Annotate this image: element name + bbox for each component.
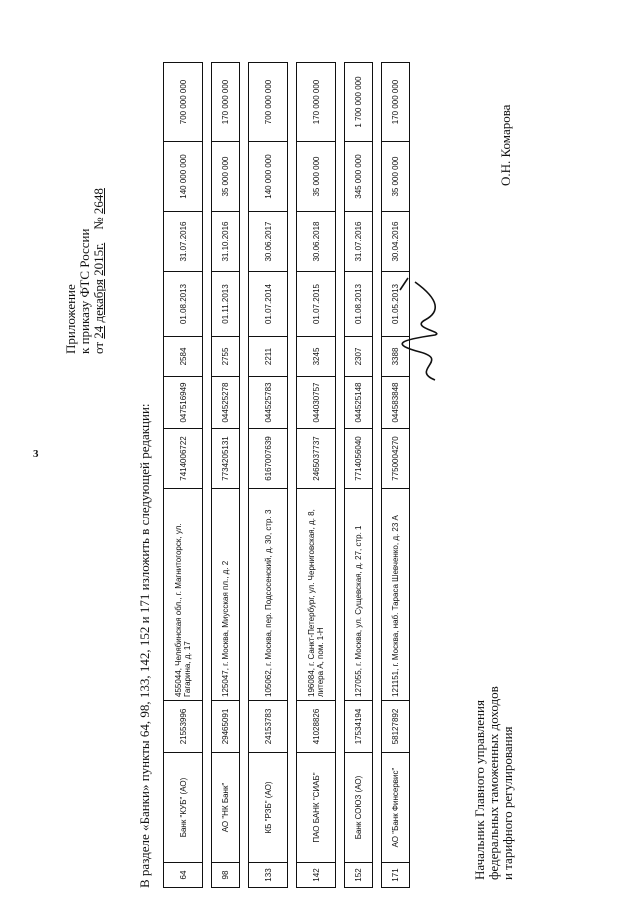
cell-amount-2: 170 000 000 xyxy=(391,79,400,125)
cell-date-to: 31.10.2016 xyxy=(212,211,239,271)
cell-bank-name: АО "НК Банк" xyxy=(212,752,239,862)
cell-date-from: 01.11.2013 xyxy=(212,271,239,336)
cell-date-to: 30.06.2017 xyxy=(249,211,287,271)
page-number: 3 xyxy=(33,448,39,460)
cell-bank-address: 455044, Челябинская обл., г. Магнитогорск, ул. Гагарина, д. 17 xyxy=(164,488,202,700)
signatory-title xyxy=(473,686,515,880)
table-row xyxy=(211,62,240,888)
cell-inn: 7714056040 xyxy=(345,428,372,488)
cell-date-from: 01.07.2014 xyxy=(249,271,287,336)
cell-inn: 7750004270 xyxy=(382,428,409,488)
approval-line-2: к приказу ФТС России xyxy=(77,228,92,354)
cell-bank-name: ПАО БАНК "СИАБ" xyxy=(297,752,335,862)
cell-bank-address: 127055, г. Москва, ул. Сущевская, д. 27, стр. 1 xyxy=(345,488,372,700)
approval-stamp xyxy=(64,188,106,354)
cell-reg-number: 17534194 xyxy=(345,700,372,752)
cell-bik: 044583848 xyxy=(382,376,409,428)
cell-bank-address: 121151, г. Москва, наб. Тараса Шевченко, д. 23 А xyxy=(382,488,409,700)
cell-license-number: 2307 xyxy=(345,336,372,376)
cell-inn: 6167007639 xyxy=(249,428,287,488)
cell-bik: 044525148 xyxy=(345,376,372,428)
cell-bik: 044525783 xyxy=(249,376,287,428)
table-row xyxy=(248,62,288,888)
cell-amount-2: 1 700 000 000 xyxy=(354,76,363,128)
cell-bik: 044030757 xyxy=(297,376,335,428)
cell-row-number: 64 xyxy=(164,862,202,887)
cell-amount-2: 700 000 000 xyxy=(263,79,273,125)
signature xyxy=(380,270,460,390)
table-row xyxy=(296,62,336,888)
cell-bank-name: КБ "РЗБ" (АО) xyxy=(249,752,287,862)
cell-bank-address: 125047, г. Москва, Миусская пл., д. 2 xyxy=(212,488,239,700)
cell-inn: 7734205131 xyxy=(212,428,239,488)
cell-inn: 7414006722 xyxy=(164,428,202,488)
cell-row-number: 98 xyxy=(212,862,239,887)
cell-license-number: 2211 xyxy=(249,336,287,376)
cell-bank-address: 105062, г. Москва, пер. Подсосенский, д. 30, стр. 3 xyxy=(249,488,287,700)
cell-date-from: 01.08.2013 xyxy=(345,271,372,336)
rotated-document-body xyxy=(0,20,600,888)
banks-table xyxy=(163,62,418,888)
approval-from: от xyxy=(91,341,106,354)
signatory-name: О.Н. Комарова xyxy=(498,104,513,186)
signatory-line-1: Начальник Главного управления xyxy=(472,700,487,880)
cell-amount-1: 35 000 000 xyxy=(212,141,239,211)
cell-bank-name: Банк "КУБ" (АО) xyxy=(164,752,202,862)
cell-date-to: 31.07.2016 xyxy=(345,211,372,271)
approval-no-sign: № xyxy=(91,217,106,230)
cell-reg-number: 24153783 xyxy=(249,700,287,752)
cell-bank-name: АО "Банк Финсервис" xyxy=(382,752,409,862)
approval-day: 24 xyxy=(91,325,106,339)
approval-year: 2015г. xyxy=(91,242,106,276)
cell-row-number: 142 xyxy=(297,862,335,887)
cell-bik: 047516949 xyxy=(164,376,202,428)
cell-date-to: 31.07.2016 xyxy=(164,211,202,271)
cell-inn: 2465037737 xyxy=(297,428,335,488)
cell-amount-2: 170 000 000 xyxy=(311,79,321,125)
cell-date-from: 01.08.2013 xyxy=(164,271,202,336)
cell-date-to: 30.06.2018 xyxy=(297,211,335,271)
cell-reg-number: 29465091 xyxy=(212,700,239,752)
cell-bik: 044525278 xyxy=(212,376,239,428)
cell-reg-number: 41028826 xyxy=(297,700,335,752)
table-row xyxy=(381,62,410,888)
cell-amount-1: 35 000 000 xyxy=(382,141,409,211)
cell-amount-2: 700 000 000 xyxy=(178,79,188,125)
cell-row-number: 152 xyxy=(345,862,372,887)
cell-bank-name: Банк СОЮЗ (АО) xyxy=(345,752,372,862)
cell-license-number: 2755 xyxy=(212,336,239,376)
cell-amount-2: 170 000 000 xyxy=(221,79,230,125)
cell-reg-number: 58127892 xyxy=(382,700,409,752)
cell-reg-number: 21553996 xyxy=(164,700,202,752)
approval-line-3 xyxy=(92,188,106,354)
intro-text: В разделе «Банки» пункты 64, 98, 133, 142, 152 и 171 изложить в следующей редакции: xyxy=(137,403,152,888)
signatory-line-3: и тарифного регулирования xyxy=(500,726,515,880)
cell-row-number: 133 xyxy=(249,862,287,887)
cell-amount-1: 140 000 000 xyxy=(249,141,287,211)
approval-month: декабря xyxy=(91,279,106,323)
approval-line-1: Приложение xyxy=(63,284,78,354)
cell-amount-1: 35 000 000 xyxy=(297,141,335,211)
cell-amount-1: 140 000 000 xyxy=(164,141,202,211)
cell-date-from: 01.07.2015 xyxy=(297,271,335,336)
cell-license-number: 3245 xyxy=(297,336,335,376)
cell-date-to: 30.04.2016 xyxy=(382,211,409,271)
table-row xyxy=(163,62,203,888)
table-row xyxy=(344,62,373,888)
cell-license-number: 2584 xyxy=(164,336,202,376)
cell-amount-1: 345 000 000 xyxy=(345,141,372,211)
cell-license-number: 3388 xyxy=(382,336,409,376)
signatory-line-2: федеральных таможенных доходов xyxy=(486,686,501,880)
cell-row-number: 171 xyxy=(382,862,409,887)
approval-number: 2648 xyxy=(91,188,106,215)
cell-date-from: 01.05.2013 xyxy=(382,271,409,336)
cell-bank-address: 196084, г. Санкт-Петербург, ул. Черниговская, д. 8, литера А, пом. 1-Н xyxy=(297,488,335,700)
